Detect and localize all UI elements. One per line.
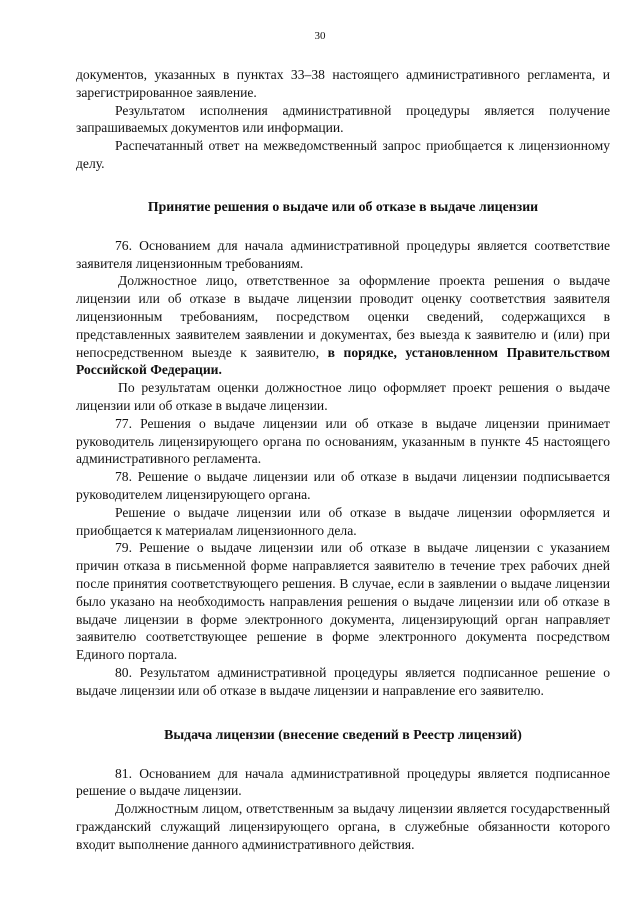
paragraph-76: 76. Основанием для начала административной процедуры является соответствие заявителя лицензионным требованиям.	[76, 237, 610, 271]
paragraph: Результатом исполнения административной процедуры является получение запрашиваемых документов или информации.	[76, 102, 610, 136]
paragraph-80: 80. Результатом административной процедуры является подписанное решение о выдаче лицензии или об отказе в выдаче лицензии и направление его заявителю.	[76, 664, 610, 698]
paragraph-76-result: По результатам оценки должностное лицо оформляет проект решения о выдаче лицензии или об отказе в выдаче лицензии.	[76, 380, 610, 413]
paragraph-text: Должностное лицо, ответственное за оформление проекта решения о выдаче лицензии или об отказе в выдаче лицензии проводит оценку соответствия заявителя лицензионным требованиям, посредством оценки сведений, содержащихся в представленных заявителем заявлении и документах, без выезда к заявителю и (или) при непосредственном выезде к заявителю,	[76, 273, 610, 360]
paragraph-78: 78. Решение о выдаче лицензии или об отказе в выдачи лицензии подписывается руководителем лицензирующего органа.	[76, 469, 610, 502]
paragraph: документов, указанных в пунктах 33–38 настоящего административного регламента, и зарегистрированное заявление.	[76, 67, 610, 100]
page-number: 30	[314, 30, 326, 42]
paragraph-81: 81. Основанием для начала административной процедуры является подписанное решение о выдаче лицензии.	[76, 765, 610, 799]
section-heading: Принятие решения о выдаче или об отказе в выдаче лицензии	[147, 198, 539, 214]
page-content	[76, 66, 610, 853]
paragraph-bold-text: в порядке, установленном Правительством Российской Федерации.	[76, 344, 610, 378]
paragraph-81-official: Должностным лицом, ответственным за выдачу лицензии является государственный гражданский служащий лицензирующего органа, в служебные обязанности которого входит выполнение данного административного действия.	[76, 801, 610, 852]
paragraph-77: 77. Решения о выдаче лицензии или об отказе в выдаче лицензии принимает руководитель лицензирующего органа по основаниям, указанным в пункте 45 настоящего административного регламента.	[76, 415, 610, 467]
paragraph: Распечатанный ответ на межведомственный запрос приобщается к лицензионному делу.	[76, 138, 610, 171]
section-heading: Выдача лицензии (внесение сведений в Реестр лицензий)	[164, 726, 522, 742]
paragraph-79: 79. Решение о выдаче лицензии или об отказе в выдаче лицензии с указанием причин отказа в письменной форме направляется заявителю в течение трех рабочих дней после принятия соответствующего решения. В случае, если в заявлении о выдаче лицензии было указано на необходимость направления решения о выдаче лицензии или об отказе в выдаче лицензии в форме электронного документа, лицензирующий орган направляет заявителю соответствующее решение в форме электронного документа посредством Единого портала.	[76, 540, 610, 663]
paragraph-76-assessment	[76, 272, 610, 379]
paragraph-78-filing: Решение о выдаче лицензии или об отказе в выдаче лицензии оформляется и приобщается к материалам лицензионного дела.	[76, 504, 610, 538]
